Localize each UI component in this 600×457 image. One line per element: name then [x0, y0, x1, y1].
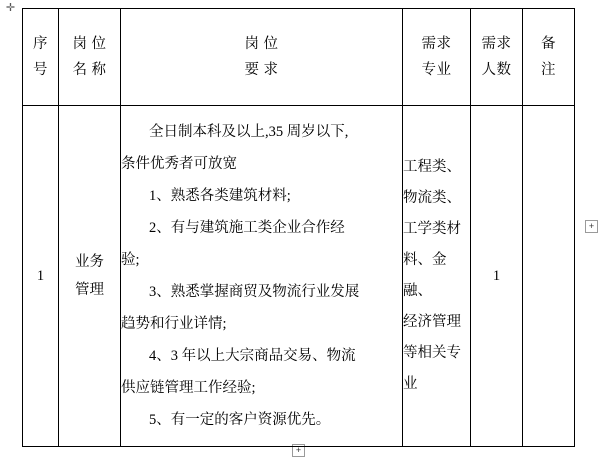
header-count-line1: 需求: [481, 36, 512, 52]
header-cell-major: [403, 9, 471, 106]
req-line-3: 1、熟悉各类建筑材料;: [149, 188, 291, 204]
cell-seq: 1: [23, 106, 59, 447]
req-line-6: 3、熟悉掌握商贸及物流行业发展: [149, 284, 360, 300]
req-line-9: 供应链管理工作经验;: [121, 380, 256, 396]
req-line-2: 条件优秀者可放宽: [121, 156, 237, 172]
table-row: [23, 106, 575, 447]
req-line-5: 验;: [121, 252, 140, 268]
post-name-line2: 管理: [75, 282, 104, 298]
header-cell-count: [471, 9, 523, 106]
table-header-row: [23, 9, 575, 106]
header-seq-line1: 序: [33, 36, 48, 52]
header-req-line1: 岗 位: [244, 36, 279, 52]
post-name-line1: 业务: [75, 254, 104, 270]
insert-column-button[interactable]: +: [585, 220, 598, 233]
major-line-7: 业: [403, 376, 418, 392]
major-line-4: 料、金融、: [403, 252, 447, 299]
header-cell-requirement: [121, 9, 403, 106]
insert-row-button[interactable]: +: [292, 444, 305, 457]
table-move-handle[interactable]: ✛: [5, 2, 16, 14]
header-count-line2: 人数: [481, 62, 512, 78]
header-cell-post-name: [59, 9, 121, 106]
major-line-1: 工程类、: [403, 159, 461, 175]
header-post-line1: 岗 位: [72, 36, 107, 52]
header-note-line2: 注: [541, 62, 556, 78]
header-major-line1: 需求: [421, 36, 452, 52]
header-major-line2: 专业: [421, 62, 452, 78]
cell-post-name: [59, 106, 121, 447]
cell-count: 1: [471, 106, 523, 447]
header-req-line2: 要 求: [244, 62, 279, 78]
req-line-8: 4、3 年以上大宗商品交易、物流: [149, 348, 356, 364]
cell-note: [523, 106, 575, 447]
major-line-3: 工学类材: [403, 221, 461, 237]
header-seq-line2: 号: [33, 62, 48, 78]
header-note-line1: 备: [541, 36, 556, 52]
req-line-4: 2、有与建筑施工类企业合作经: [149, 220, 345, 236]
req-line-7: 趋势和行业详情;: [121, 316, 227, 332]
major-line-2: 物流类、: [403, 190, 461, 206]
header-post-line2: 名 称: [72, 62, 107, 78]
req-line-10: 5、有一定的客户资源优先。: [149, 412, 331, 428]
cell-requirement: [121, 106, 403, 447]
cell-major: [403, 106, 471, 447]
header-cell-seq: [23, 9, 59, 106]
header-cell-note: [523, 9, 575, 106]
major-line-6: 等相关专: [403, 345, 461, 361]
recruitment-table: [22, 8, 575, 447]
major-line-5: 经济管理: [403, 314, 461, 330]
req-line-1: 全日制本科及以上,35 周岁以下,: [149, 124, 349, 140]
